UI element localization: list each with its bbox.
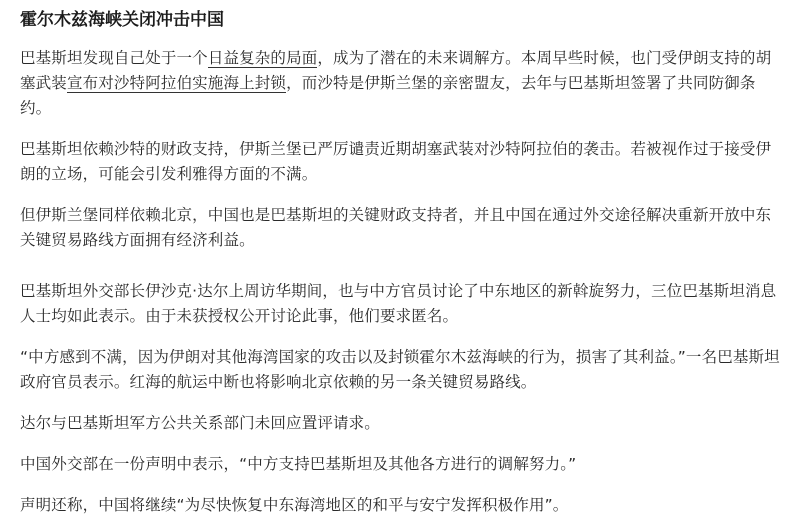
p1-text-middle: ，成为了潜在的未来调解方。本周早些时候，也门受伊朗支持的胡塞武装: [20, 49, 772, 92]
paragraph-6: 达尔与巴基斯坦军方公共关系部门未回应置评请求。: [20, 414, 380, 432]
paragraph-5: “中方感到不满，因为伊朗对其他海湾国家的攻击以及封锁霍尔木兹海峡的行为，损害了其利益。”一名巴基斯坦政府官员表示。红海的航运中断也将影响北京依赖的另一条关键贸易路线。: [20, 348, 780, 391]
paragraph-3: 但伊斯兰堡同样依赖北京，中国也是巴基斯坦的关键财政支持者，并且中国在通过外交途径解决重新开放中东关键贸易路线方面拥有经济利益。: [20, 206, 772, 249]
paragraph-1: [20, 46, 782, 121]
link-complex-situation[interactable]: 日益复杂的局面: [207, 49, 318, 67]
link-houthi-blockade[interactable]: 宣布对沙特阿拉伯实施海上封锁: [66, 74, 287, 92]
p1-text-after: ，而沙特是伊斯兰堡的亲密盟友，去年与巴基斯坦签署了共同防御条约。: [20, 74, 756, 117]
paragraph-gap: [20, 269, 782, 279]
p1-text-before: 巴基斯坦发现自己处于一个: [20, 49, 208, 67]
paragraph-2: 巴基斯坦依赖沙特的财政支持，伊斯兰堡已严厉谴责近期胡塞武装对沙特阿拉伯的袭击。若被视作过于接受伊朗的立场，可能会引发利雅得方面的不满。: [20, 140, 772, 183]
paragraph-8: 声明还称，中国将继续“为尽快恢复中东海湾地区的和平与安宁发挥积极作用”。: [20, 496, 569, 514]
paragraph-7: 中国外交部在一份声明中表示，“中方支持巴基斯坦及其他各方进行的调解努力。”: [20, 455, 577, 473]
paragraph-4: 巴基斯坦外交部长伊沙克·达尔上周访华期间，也与中方官员讨论了中东地区的新斡旋努力，三位巴基斯坦消息人士均如此表示。由于未获授权公开讨论此事，他们要求匿名。: [20, 282, 777, 325]
article-title: 霍尔木兹海峡关闭冲击中国: [20, 10, 224, 30]
